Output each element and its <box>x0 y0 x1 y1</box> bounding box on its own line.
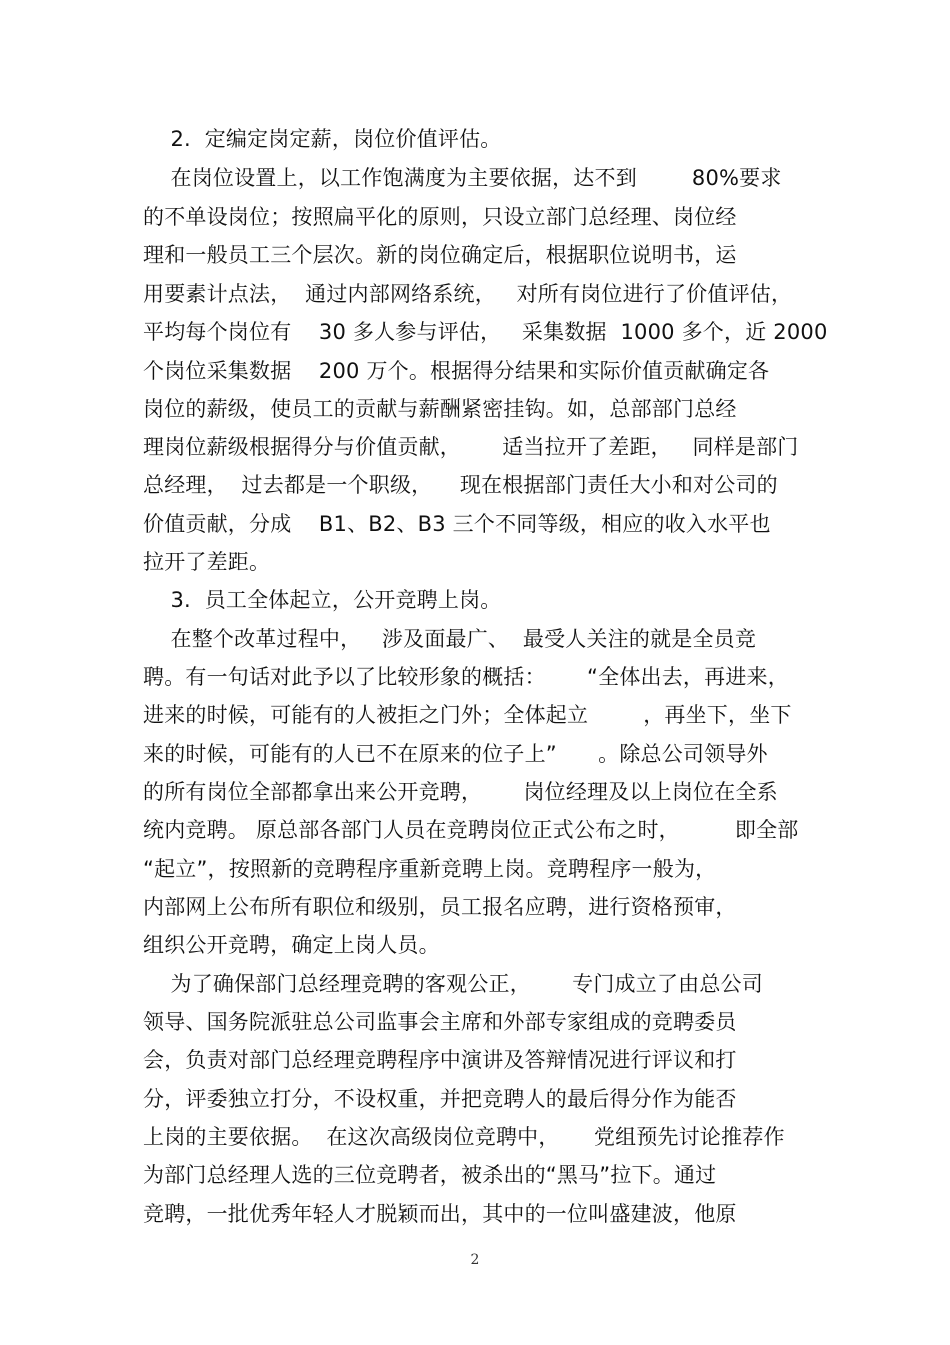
page-number: 2 <box>470 1252 480 1268</box>
text-line: 2. 定编定岗定薪，岗位价值评估。 <box>143 127 502 151</box>
text-line: 的所有岗位全部都拿出来公开竞聘， 岗位经理及以上岗位在全系 <box>143 780 778 804</box>
text-line: 统内竞聘。 原总部各部门人员在竞聘岗位正式公布之时， 即全部 <box>143 818 799 842</box>
text-line: 聘。有一句话对此予以了比较形象的概括： “全体出去，再进来， <box>143 665 789 689</box>
text-line: 进来的时候，可能有的人被拒之门外；全体起立 ，再坐下，坐下 <box>143 703 792 727</box>
text-line: 拉开了差距。 <box>143 550 271 574</box>
text-line: 平均每个岗位有 30 多人参与评估， 采集数据 1000 多个，近 2000 <box>143 320 828 344</box>
text-line: 为了确保部门总经理竞聘的客观公正， 专门成立了由总公司 <box>143 972 763 996</box>
text-line: 分，评委独立打分，不设权重，并把竞聘人的最后得分作为能否 <box>143 1087 737 1111</box>
text-line: 总经理， 过去都是一个职级， 现在根据部门责任大小和对公司的 <box>143 473 778 497</box>
text-line: 会，负责对部门总经理竞聘程序中演讲及答辩情况进行评议和打 <box>143 1048 737 1072</box>
text-line: 岗位的薪级，使员工的贡献与薪酬紧密挂钩。如，总部部门总经 <box>143 397 737 421</box>
text-line: 价值贡献，分成 B1、B2、B3 三个不同等级，相应的收入水平也 <box>143 512 771 536</box>
text-line: 在整个改革过程中， 涉及面最广、 最受人关注的就是全员竞 <box>143 627 757 651</box>
text-line: 上岗的主要依据。 在这次高级岗位竞聘中， 党组预先讨论推荐作 <box>143 1125 785 1149</box>
text-line: 的不单设岗位；按照扁平化的原则，只设立部门总经理、岗位经 <box>143 205 737 229</box>
text-line: 来的时候，可能有的人已不在原来的位子上” 。除总公司领导外 <box>143 742 768 766</box>
text-line: 内部网上公布所有职位和级别，员工报名应聘，进行资格预审， <box>143 895 737 919</box>
text-line: 理和一般员工三个层次。新的岗位确定后，根据职位说明书，运 <box>143 243 737 267</box>
text-line: 用要素计点法， 通过内部网络系统， 对所有岗位进行了价值评估， <box>143 282 793 306</box>
text-line: 3. 员工全体起立，公开竞聘上岗。 <box>143 588 502 612</box>
text-line: 个岗位采集数据 200 万个。根据得分结果和实际价值贡献确定各 <box>143 359 770 383</box>
text-line: 在岗位设置上，以工作饱满度为主要依据，达不到 80%要求 <box>143 166 782 190</box>
text-line: 组织公开竞聘，确定上岗人员。 <box>143 933 440 957</box>
text-line: 理岗位薪级根据得分与价值贡献， 适当拉开了差距， 同样是部门 <box>143 435 799 459</box>
text-line: 竞聘，一批优秀年轻人才脱颖而出，其中的一位叫盛建波，他原 <box>143 1202 737 1226</box>
text-line: “起立”，按照新的竞聘程序重新竞聘上岗。竞聘程序一般为， <box>143 857 717 881</box>
text-line: 为部门总经理人选的三位竞聘者，被杀出的“黑马”拉下。通过 <box>143 1163 717 1187</box>
text-line: 领导、国务院派驻总公司监事会主席和外部专家组成的竞聘委员 <box>143 1010 737 1034</box>
